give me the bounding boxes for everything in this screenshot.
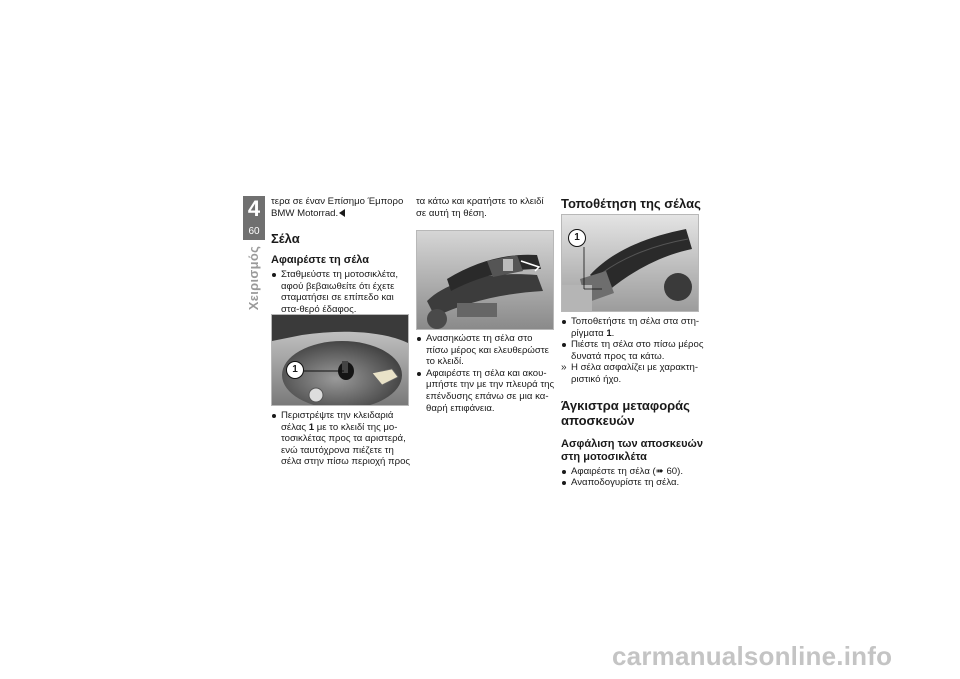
item-text: Τοποθετήστε τη σέλα στα στη-ρίγματα [571,316,700,339]
photo-callout-1: 1 [568,229,586,247]
item-text: Αφαιρέστε τη σέλα ( [571,465,656,477]
item-ref-number: 1 [308,421,315,433]
column-1 [271,196,411,316]
chapter-side-label: Χειρισμός [246,245,261,311]
seat-removal-illustration [417,231,553,329]
item-ref-number: 1 [606,327,612,339]
column-2 [416,196,556,219]
chapter-number: 4 [247,196,261,221]
seat-lock-illustration [272,315,408,405]
end-mark-icon [339,209,345,217]
seat-lock-photo [271,314,409,406]
page-ref-arrow-icon[interactable]: ➠ [655,465,664,477]
seat-removal-photo [416,230,554,330]
list-item: Ανασηκώστε τη σέλα στο πίσω μέρος και ελευθερώστε το κλειδί. [416,333,556,368]
section-title-luggage-hooks: Άγκιστρα μεταφοράς αποσκευών [561,397,690,428]
col1-intro-text: τερα σε έναν Επίσημο Έμπορο BMW Motorrad. [271,196,404,219]
item-text-continued: με το κλειδί της μο-τοσικλέτας προς τα αριστερά, ενώ ταυτόχρονα πιέζετε τη σέλα στην πίσω περιοχή προς [281,421,411,468]
list-item: Σταθμεύστε τη μοτοσικλέτα, αφού βεβαιωθείτε ότι έχετε σταματήσει σε επίπεδο και στα-θερό έδαφος. [271,269,411,315]
col1-intro [271,196,411,219]
section-title-seat: Σέλα [271,231,300,247]
watermark: carmanualsonline.info [612,641,893,671]
column-3 [561,196,705,211]
col2-intro: τα κάτω και κρατήστε το κλειδί σε αυτή τη θέση. [416,196,544,219]
subtitle-remove-seat: Αφαιρέστε τη σέλα [271,254,370,267]
item-text-continued: . [611,327,615,339]
column-3-continued [561,316,705,489]
list-item: Αφαιρέστε τη σέλα και ακου-μπήστε την με την πλευρά της επένδυσης επάνω σε μια κα-θαρή επιφάνεια. [416,368,556,414]
bullet-list-a [271,269,411,315]
list-item [561,316,705,339]
bullet-list-e [561,466,705,489]
section-title-install-seat: Τοποθέτηση της σέλας [561,196,701,211]
column-2-continued [416,333,556,414]
list-item: Αναποδογυρίστε τη σέλα. [561,477,705,489]
item-page-ref: 60). [663,465,683,477]
list-item [561,466,705,478]
seat-install-illustration [562,215,698,311]
page-number: 60 [248,226,260,237]
list-item: Πιέστε τη σέλα στο πίσω μέρος δυνατά προς τα κάτω. [561,339,705,362]
list-item [271,410,411,468]
seat-install-photo [561,214,699,312]
photo-callout-1: 1 [286,361,304,379]
item-text: Περιστρέψτε την κλειδαριά σέλας [281,410,394,433]
column-1-continued [271,410,411,468]
bullet-list-c [416,333,556,414]
subtitle-secure-luggage: Ασφάλιση των αποσκευών στη μοτοσικλέτα [561,437,703,463]
bullet-list-d [561,316,705,386]
bullet-list-b [271,410,411,468]
result-item: » Η σέλα ασφαλίζει με χαρακτη-ριστικό ήχο. [561,362,705,385]
